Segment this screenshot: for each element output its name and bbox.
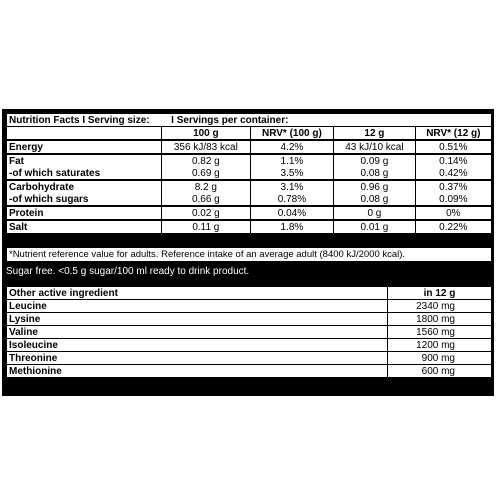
- cell-value: 0.22%: [415, 220, 491, 234]
- row-label: -of which saturates: [7, 167, 162, 180]
- ingredient-amount: 600 mg: [388, 365, 492, 378]
- table-row: [7, 352, 492, 365]
- ingredient-name: Threonine: [7, 352, 388, 365]
- cell-value: 3.5%: [250, 167, 333, 180]
- cell-value: 8.2 g: [162, 180, 251, 193]
- table-row: [7, 167, 492, 180]
- cell-value: 0.02 g: [162, 206, 251, 220]
- cell-value: 0.04%: [250, 206, 333, 220]
- serving-size-value: [152, 115, 168, 126]
- table-row: [7, 220, 492, 234]
- cell-value: 0.37%: [415, 180, 491, 193]
- table-row: [7, 180, 492, 193]
- ingredient-amount: 2340 mg: [388, 300, 492, 313]
- ingredient-name: Isoleucine: [7, 339, 388, 352]
- cell-value: 0.01 g: [334, 220, 416, 234]
- cell-value: 4.2%: [250, 140, 333, 154]
- cell-value: 43 kJ/10 kcal: [334, 140, 416, 154]
- table-row: [7, 365, 492, 378]
- cell-value: 0.14%: [415, 154, 491, 167]
- table-row: [7, 154, 492, 167]
- cell-value: 0.66 g: [162, 193, 251, 206]
- row-label: Protein: [7, 206, 162, 220]
- table-row: [7, 326, 492, 339]
- ingredient-amount: 1560 mg: [388, 326, 492, 339]
- ingredient-name: Valine: [7, 326, 388, 339]
- ingredient-amount: 900 mg: [388, 352, 492, 365]
- row-label: Energy: [7, 140, 162, 154]
- table-row: [7, 300, 492, 313]
- table-row: [7, 313, 492, 326]
- table-row: [7, 339, 492, 352]
- col-header-nrv12: NRV* (12 g): [415, 127, 491, 141]
- active-header-name: Other active ingredient: [7, 287, 388, 300]
- ingredient-name: Methionine: [7, 365, 388, 378]
- ingredient-amount: 1200 mg: [388, 339, 492, 352]
- col-header-nrv100: NRV* (100 g): [250, 127, 333, 141]
- nutrition-title: [7, 114, 492, 127]
- cell-value: 0.09 g: [334, 154, 416, 167]
- row-label: Carbohydrate: [7, 180, 162, 193]
- row-label: Fat: [7, 154, 162, 167]
- col-header-100g: 100 g: [162, 127, 251, 141]
- col-header-blank: [7, 127, 162, 141]
- sugar-free-note: Sugar free. <0.5 g sugar/100 ml ready to drink product.: [4, 264, 492, 286]
- active-header-amount: in 12 g: [388, 287, 492, 300]
- table-row: [7, 193, 492, 206]
- cell-value: 0.51%: [415, 140, 491, 154]
- cell-value: 3.1%: [250, 180, 333, 193]
- ingredient-amount: 1800 mg: [388, 313, 492, 326]
- cell-value: 1.1%: [250, 154, 333, 167]
- cell-value: 0%: [415, 206, 491, 220]
- nutrition-title-text: Nutrition Facts I Serving size:: [9, 114, 150, 126]
- cell-value: 0.09%: [415, 193, 491, 206]
- cell-value: 0.69 g: [162, 167, 251, 180]
- row-label: Salt: [7, 220, 162, 234]
- cell-value: 0.08 g: [334, 193, 416, 206]
- cell-value: 0.78%: [250, 193, 333, 206]
- col-header-12g: 12 g: [334, 127, 416, 141]
- table-row: [7, 140, 492, 154]
- cell-value: 0.08 g: [334, 167, 416, 180]
- active-ingredients-table: [6, 286, 492, 378]
- cell-value: 1.8%: [250, 220, 333, 234]
- ingredient-name: Lysine: [7, 313, 388, 326]
- cell-value: 356 kJ/83 kcal: [162, 140, 251, 154]
- nrv-footnote: *Nutrient reference value for adults. Reference intake of an average adult (8400 kJ/2000 kcal).: [6, 247, 492, 262]
- servings-per-container-label: I Servings per container:: [171, 114, 289, 126]
- row-label: -of which sugars: [7, 193, 162, 206]
- cell-value: 0 g: [334, 206, 416, 220]
- cell-value: 0.96 g: [334, 180, 416, 193]
- ingredient-name: Leucine: [7, 300, 388, 313]
- table-row: [7, 206, 492, 220]
- nutrition-table: [6, 113, 492, 235]
- cell-value: 0.11 g: [162, 220, 251, 234]
- cell-value: 0.82 g: [162, 154, 251, 167]
- cell-value: 0.42%: [415, 167, 491, 180]
